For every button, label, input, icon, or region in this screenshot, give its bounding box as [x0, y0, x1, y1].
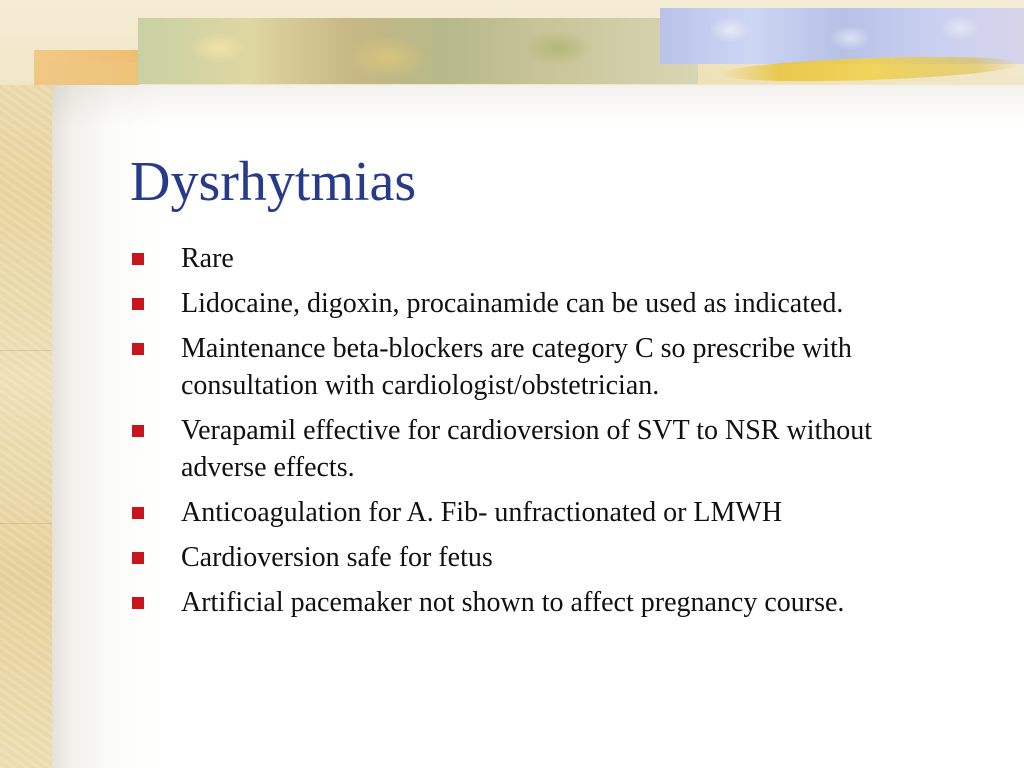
border-seam: [0, 350, 52, 351]
slide-title: Dysrhytmias: [130, 151, 417, 213]
bullet-square-icon: [132, 507, 144, 519]
border-seam: [0, 523, 52, 524]
bullet-text: Cardioversion safe for fetus: [181, 542, 493, 573]
bullet-item: [130, 285, 960, 322]
bullet-text: Anticoagulation for A. Fib- unfractionated or LMWH: [181, 497, 783, 528]
top-decorative-banner: [0, 0, 1024, 85]
banner-shadow: [52, 85, 1024, 125]
bullet-square-icon: [132, 425, 144, 437]
bullet-text: Lidocaine, digoxin, procainamide can be used as indicated.: [181, 288, 844, 319]
bullet-item: [130, 240, 960, 277]
left-decorative-border: [0, 0, 52, 768]
bullet-text: Maintenance beta-blockers are category C so prescribe with consultation with cardiologist/obstetrician.: [181, 333, 852, 401]
bullet-square-icon: [132, 552, 144, 564]
bullet-item: [130, 412, 960, 486]
bullet-square-icon: [132, 343, 144, 355]
bullet-item: [130, 330, 960, 404]
bullet-item: [130, 539, 960, 576]
bullet-text: Artificial pacemaker not shown to affect pregnancy course.: [181, 587, 845, 618]
bullet-item: [130, 584, 960, 621]
bullet-text: Verapamil effective for cardioversion of SVT to NSR without adverse effects.: [181, 415, 873, 483]
bullet-square-icon: [132, 597, 144, 609]
bullet-square-icon: [132, 298, 144, 310]
bullet-text: Rare: [181, 243, 234, 274]
banner-blue-image: [660, 8, 1024, 64]
bullet-item: [130, 494, 960, 531]
bullet-list: [130, 240, 960, 629]
banner-leaves-image: [138, 18, 698, 84]
bullet-square-icon: [132, 253, 144, 265]
